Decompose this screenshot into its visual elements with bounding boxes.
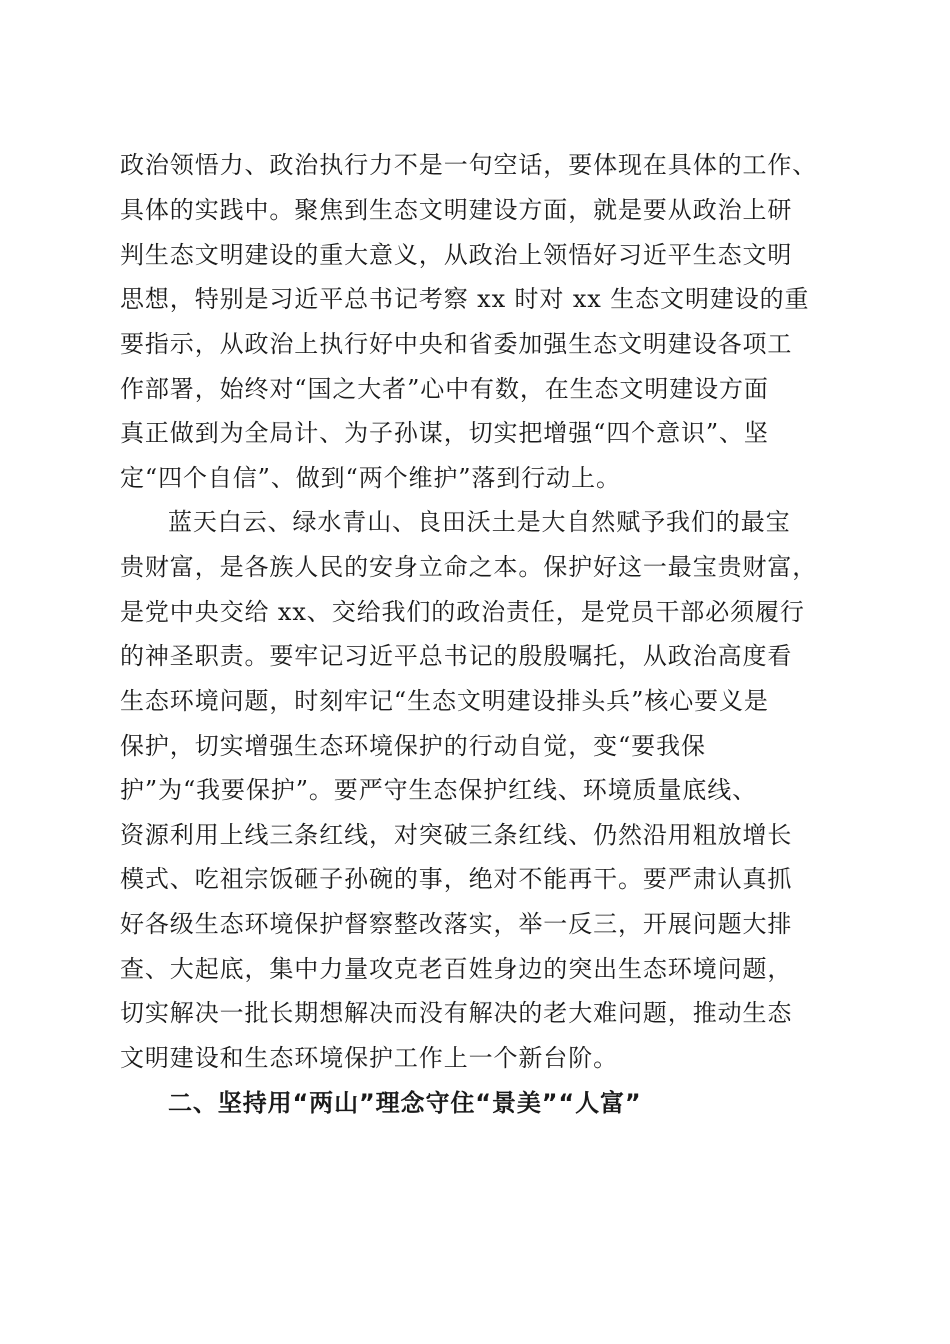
text-line: 定“四个自信”、做到“两个维护”落到行动上。 [120, 464, 621, 492]
text-line: 思想，特别是习近平总书记考察 xx 时对 xx 生态文明建设的重 [120, 285, 810, 313]
text-line: 查、大起底，集中力量攻克老百姓身边的突出生态环境问题， [120, 955, 793, 983]
text-line: 生态环境问题，时刻牢记“生态文明建设排头兵”核心要义是 [120, 687, 769, 715]
text-line: 贵财富，是各族人民的安身立命之本。保护好这一最宝贵财富， [120, 553, 818, 581]
text-line: 护”为“我要保护”。要严守生态保护红线、环境质量底线、 [120, 776, 758, 804]
text-line: 蓝天白云、绿水青山、良田沃土是大自然赋予我们的最宝 [168, 508, 791, 536]
text-line: 政治领悟力、政治执行力不是一句空话，要体现在具体的工作、 [120, 151, 818, 179]
text-line: 模式、吃祖宗饭砸子孙碗的事，绝对不能再干。要严肃认真抓 [120, 865, 793, 893]
text-line: 要指示，从政治上执行好中央和省委加强生态文明建设各项工 [120, 330, 793, 358]
text-line: 具体的实践中。聚焦到生态文明建设方面，就是要从政治上研 [120, 196, 793, 224]
text-line: 切实解决一批长期想解决而没有解决的老大难问题，推动生态 [120, 999, 793, 1027]
text-line: 是党中央交给 xx、交给我们的政治责任，是党员干部必须履行 [120, 598, 805, 626]
text-line: 的神圣职责。要牢记习近平总书记的殷殷嘱托，从政治高度看 [120, 642, 793, 670]
text-line: 资源利用上线三条红线，对突破三条红线、仍然沿用粗放增长 [120, 821, 793, 849]
text-line: 真正做到为全局计、为子孙谋，切实把增强“四个意识”、坚 [120, 419, 769, 447]
text-line: 作部署，始终对“国之大者”心中有数，在生态文明建设方面 [120, 375, 769, 403]
text-line: 保护，切实增强生态环境保护的行动自觉，变“要我保 [120, 732, 706, 760]
text-line: 好各级生态环境保护督察整改落实，举一反三，开展问题大排 [120, 910, 793, 938]
text-line: 判生态文明建设的重大意义，从政治上领悟好习近平生态文明 [120, 241, 793, 269]
section-heading: 二、坚持用“两山”理念守住“景美”“人富” [168, 1089, 642, 1117]
text-line: 文明建设和生态环境保护工作上一个新台阶。 [120, 1044, 618, 1072]
